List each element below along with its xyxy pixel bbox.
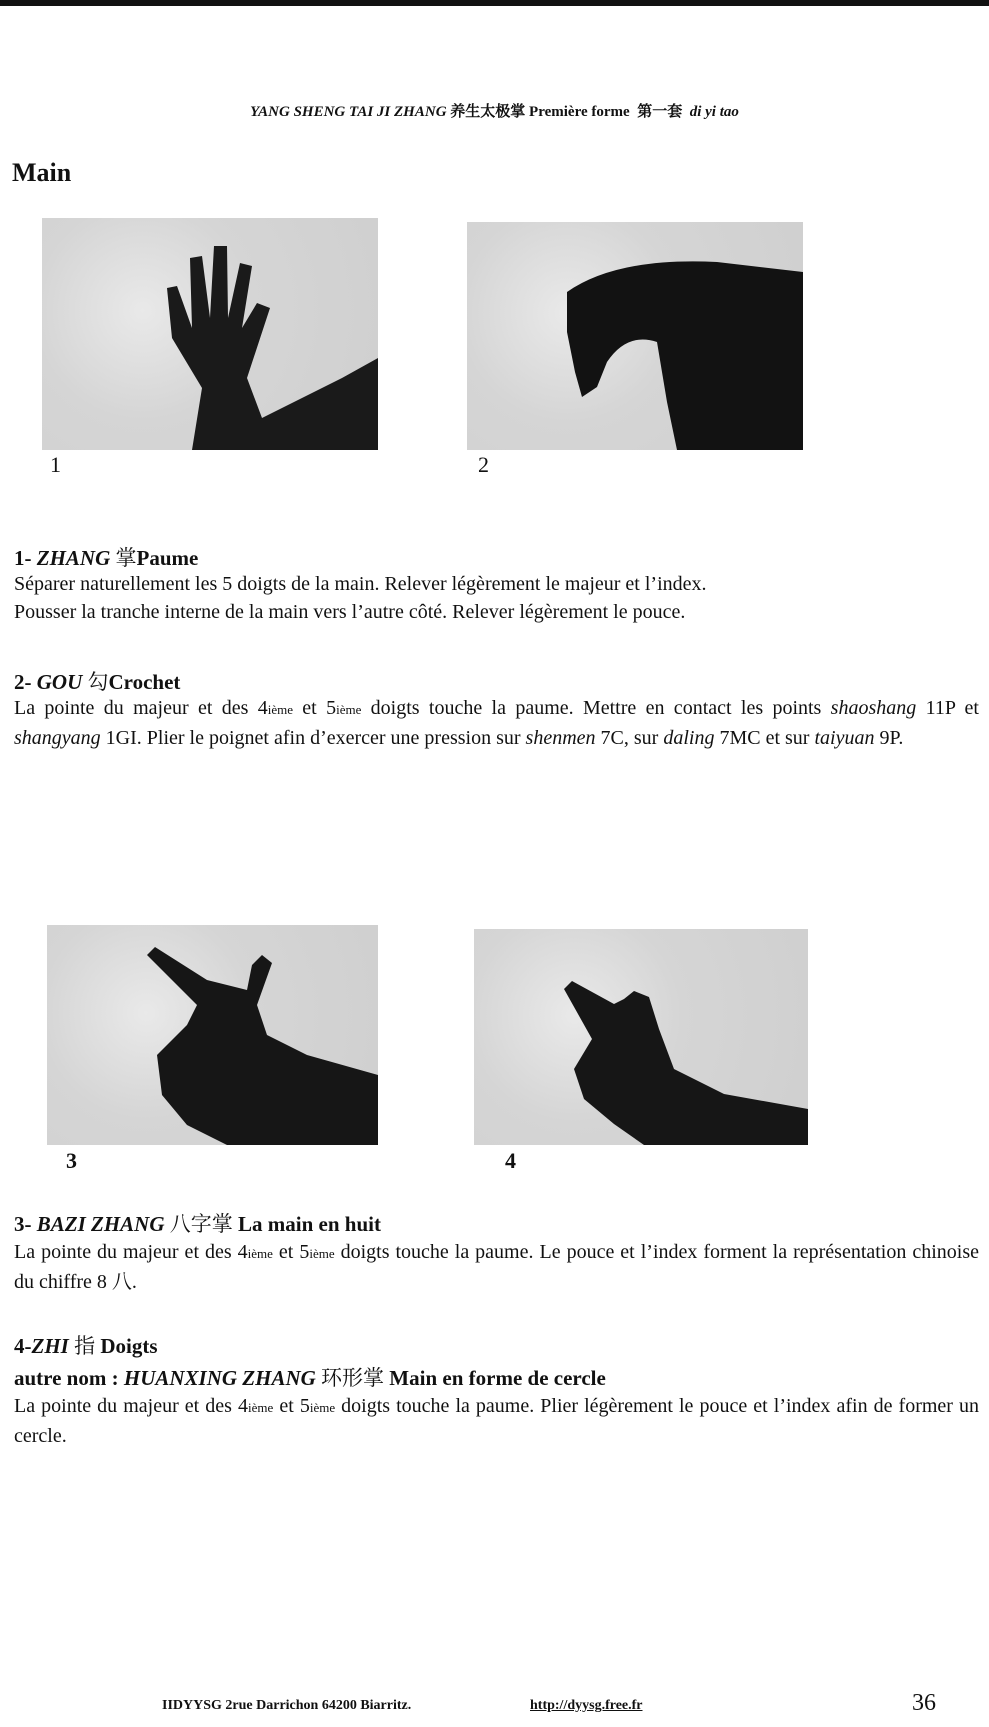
superscript: ième xyxy=(309,1246,335,1261)
point-name: daling xyxy=(663,727,715,749)
paragraph-bazi xyxy=(14,1238,979,1296)
figure-number-1: 1 xyxy=(50,452,61,477)
photo-zhi-hand xyxy=(474,929,808,1145)
heading-label: Paume xyxy=(136,546,199,570)
paragraph-line: Séparer naturellement les 5 doigts de la main. Relever légèrement le majeur et l’index. xyxy=(14,573,707,595)
running-head-latin: YANG SHENG TAI JI ZHANG xyxy=(250,104,447,120)
text: doigts touche la paume. Le pouce et l’index forment la représentation chinoise du chiffre 8 八. xyxy=(14,1241,980,1293)
heading-prefix: 1- xyxy=(14,546,37,570)
hand-palm-icon xyxy=(42,218,378,450)
eight-hand-icon xyxy=(47,925,378,1145)
text: 11P et xyxy=(916,697,979,719)
heading-chinese: 掌 xyxy=(110,546,137,570)
point-name: shenmen xyxy=(525,727,596,749)
finger-hand-icon xyxy=(474,929,808,1145)
running-head xyxy=(0,100,989,121)
figure-number-4: 4 xyxy=(505,1148,516,1173)
superscript: ième xyxy=(336,702,362,717)
superscript: ième xyxy=(248,1400,274,1415)
text: doigts touche la paume. Mettre en contact les points xyxy=(361,697,831,719)
running-head-pinyin: di yi tao xyxy=(689,104,739,120)
heading-chinese: 指 xyxy=(68,1334,101,1358)
text: La pointe du majeur et des 4 xyxy=(14,1395,249,1417)
point-name: shangyang xyxy=(14,727,101,749)
figure-number-3: 3 xyxy=(66,1148,77,1173)
footer-url[interactable]: http://dyysg.free.fr xyxy=(530,1698,643,1713)
heading-zhang xyxy=(14,542,198,572)
point-name: shaoshang xyxy=(830,697,917,719)
heading-chinese: 八字掌 xyxy=(164,1212,239,1236)
heading-prefix: 3- xyxy=(14,1212,37,1236)
alt-name-prefix: autre nom : xyxy=(14,1366,124,1390)
top-border xyxy=(0,0,989,6)
running-head-chinese: 养生太极掌 xyxy=(450,104,526,120)
text: et 5 xyxy=(292,697,337,719)
page-number: 36 xyxy=(912,1690,936,1716)
photo-zhang-palm xyxy=(42,218,378,450)
superscript: ième xyxy=(309,1400,336,1415)
heading-prefix: 4- xyxy=(14,1334,32,1358)
heading-name: ZHI xyxy=(31,1334,69,1358)
paragraph-zhang xyxy=(14,570,979,626)
text: 7C, sur xyxy=(595,727,664,749)
superscript: ième xyxy=(247,1246,273,1261)
text: 9P. xyxy=(874,727,904,749)
footer-address: IIDYYSG 2rue Darrichon 64200 Biarritz. xyxy=(162,1698,412,1713)
heading-bazi xyxy=(14,1208,381,1238)
figure-number-2: 2 xyxy=(478,452,489,477)
paragraph-gou xyxy=(14,694,979,752)
superscript: ième xyxy=(267,702,293,717)
text: La pointe du majeur et des 4 xyxy=(14,697,268,719)
paragraph-zhi xyxy=(14,1392,979,1450)
heading-name: GOU xyxy=(36,670,83,694)
text: et 5 xyxy=(272,1241,310,1263)
hook-hand-icon xyxy=(467,222,803,450)
photo-bazi-hand xyxy=(47,925,378,1145)
heading-zhi xyxy=(14,1330,158,1360)
paragraph-line: Pousser la tranche interne de la main vers l’autre côté. Relever légèrement le pouce. xyxy=(14,601,686,623)
text: et 5 xyxy=(273,1395,310,1417)
running-head-chinese2: 第一套 xyxy=(637,104,683,120)
heading-label: Crochet xyxy=(108,670,181,694)
section-title: Main xyxy=(12,158,72,187)
text: doigts touche la paume. Plier légèrement le pouce et l’index afin de former un cercle. xyxy=(14,1395,980,1447)
heading-label: Doigts xyxy=(100,1334,158,1358)
photo-gou-hook xyxy=(467,222,803,450)
heading-name: BAZI ZHANG xyxy=(36,1212,165,1236)
alt-chinese: 环形掌 xyxy=(315,1366,390,1390)
heading-prefix: 2- xyxy=(14,670,37,694)
heading-gou xyxy=(14,666,180,696)
heading-label: La main en huit xyxy=(238,1212,381,1236)
alt-name: HUANXING ZHANG xyxy=(123,1366,316,1390)
text: La pointe du majeur et des 4 xyxy=(14,1241,248,1263)
point-name: taiyuan xyxy=(814,727,875,749)
running-head-forme: Première forme xyxy=(529,104,630,120)
heading-name: ZHANG xyxy=(36,546,111,570)
alt-label: Main en forme de cercle xyxy=(389,1366,606,1390)
heading-chinese: 勾 xyxy=(82,670,109,694)
heading-huanxing xyxy=(14,1362,606,1392)
text: 7MC et sur xyxy=(714,727,815,749)
text: 1GI. Plier le poignet afin d’exercer une pression sur xyxy=(100,727,526,749)
